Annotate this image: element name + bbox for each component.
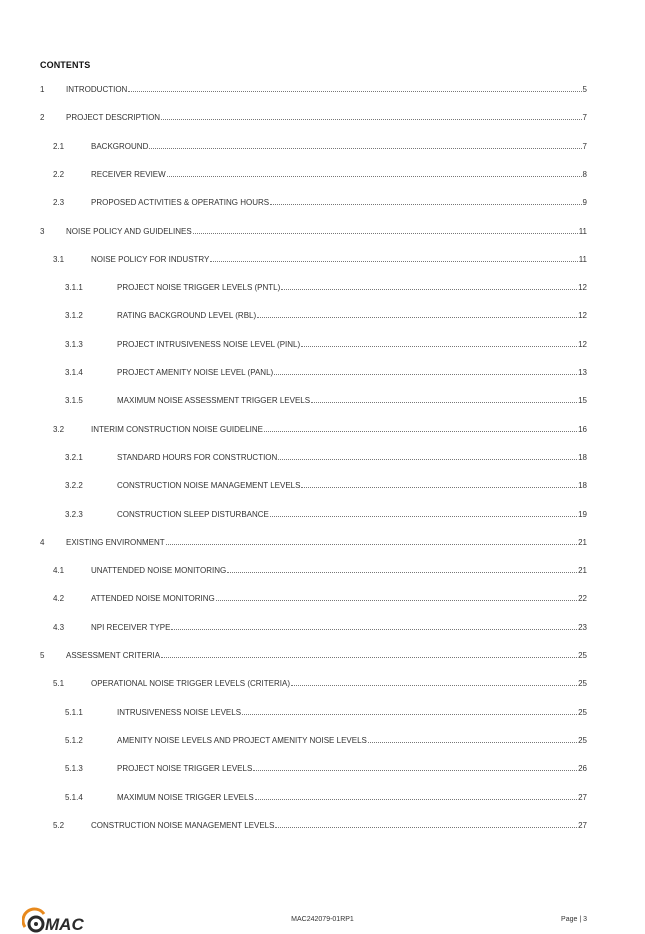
dot-leader <box>167 175 582 177</box>
toc-entry-number: 2.1 <box>53 141 65 151</box>
toc-entry-title: PROJECT AMENITY NOISE LEVEL (PANL) <box>117 368 274 377</box>
toc-entry-title: OPERATIONAL NOISE TRIGGER LEVELS (CRITERIA) <box>91 679 291 689</box>
toc-entry-number: 2 <box>40 113 45 123</box>
toc-entry[interactable] <box>0 167 645 179</box>
toc-entry-number: 3.1.2 <box>65 311 83 321</box>
toc-entry-title: AMENITY NOISE LEVELS AND PROJECT AMENITY NOISE LEVELS <box>117 735 367 745</box>
toc-entry-title: PROJECT NOISE TRIGGER LEVELS <box>117 764 253 774</box>
toc-entry-page: 5 <box>582 85 587 94</box>
dot-leader <box>161 656 577 658</box>
toc-entry-number: 4 <box>40 537 45 547</box>
toc-entry-title: MAXIMUM NOISE TRIGGER LEVELS <box>117 792 254 802</box>
toc-entry-number: 3.1.3 <box>65 339 83 349</box>
dot-leader <box>270 515 577 517</box>
toc-entry-title: INTERIM CONSTRUCTION NOISE GUIDELINE <box>91 424 264 434</box>
toc-entry-page: 22 <box>578 594 587 604</box>
toc-entry-title: UNATTENDED NOISE MONITORING <box>91 566 227 576</box>
toc-entry-number: 3.2.2 <box>65 481 83 491</box>
toc-entry-title: ASSESSMENT CRITERIA <box>66 651 161 660</box>
toc-entry-number: 3.1.1 <box>65 283 83 293</box>
toc-entry-page: 7 <box>582 113 587 123</box>
toc-entry[interactable] <box>0 195 645 207</box>
toc-entry-page: 18 <box>578 481 587 491</box>
toc-entry-title: BACKGROUND <box>91 141 149 151</box>
toc-entry[interactable] <box>0 422 645 434</box>
toc-entry-title: PROJECT NOISE TRIGGER LEVELS (PNTL) <box>117 283 281 293</box>
dot-leader <box>255 798 577 800</box>
toc-entry-title: PROJECT INTRUSIVENESS NOISE LEVEL (PINL) <box>117 339 301 349</box>
toc-entry-title: STANDARD HOURS FOR CONSTRUCTION <box>117 452 278 462</box>
dot-leader <box>193 232 578 234</box>
toc-entry-page: 23 <box>578 622 587 632</box>
toc-entry[interactable] <box>0 224 645 236</box>
toc-entry-title: INTRUSIVENESS NOISE LEVELS <box>117 707 242 717</box>
dot-leader <box>227 571 577 573</box>
toc-entry-number: 3.2 <box>53 424 65 434</box>
toc-entry-number: 5.1.3 <box>65 764 83 774</box>
toc-entry-title: MAXIMUM NOISE ASSESSMENT TRIGGER LEVELS <box>117 396 311 406</box>
toc-entry-title: PROPOSED ACTIVITIES & OPERATING HOURS <box>91 198 270 208</box>
toc-entry-number: 2.2 <box>53 169 65 179</box>
toc-entry-title: EXISTING ENVIRONMENT <box>66 537 165 547</box>
dot-leader <box>128 90 581 92</box>
toc-entry-page: 11 <box>578 254 587 264</box>
toc-entry-title: CONSTRUCTION NOISE MANAGEMENT LEVELS <box>117 481 301 491</box>
dot-leader <box>210 260 577 262</box>
toc-entry-page: 25 <box>578 651 587 660</box>
toc-entry-number: 3.1 <box>53 254 65 264</box>
toc-entry[interactable] <box>0 393 645 405</box>
toc-entry[interactable] <box>0 308 645 320</box>
dot-leader <box>270 203 581 205</box>
toc-entry[interactable] <box>0 478 645 490</box>
toc-entry[interactable] <box>0 676 645 688</box>
toc-entry-number: 5.1.1 <box>65 707 83 717</box>
dot-leader <box>274 373 577 375</box>
toc-entry-page: 9 <box>582 198 587 208</box>
toc-entry-page: 27 <box>578 792 587 802</box>
dot-leader <box>161 118 581 120</box>
dot-leader <box>149 147 581 149</box>
toc-entry-number: 5 <box>40 651 45 660</box>
toc-entry-title: INTRODUCTION <box>66 85 128 94</box>
toc-entry-number: 4.2 <box>53 594 65 604</box>
toc-entry-title: NOISE POLICY FOR INDUSTRY <box>91 254 210 264</box>
toc-entry[interactable] <box>0 705 645 717</box>
toc-entry-page: 13 <box>578 368 587 377</box>
toc-entry[interactable] <box>0 790 645 802</box>
toc-entry-number: 2.3 <box>53 198 65 208</box>
toc-entry-title: RATING BACKGROUND LEVEL (RBL) <box>117 311 257 321</box>
toc-entry-page: 21 <box>578 537 587 547</box>
toc-entry[interactable] <box>0 818 645 830</box>
toc-entry-title: NOISE POLICY AND GUIDELINES <box>66 226 192 236</box>
toc-entry-number: 4.1 <box>53 566 65 576</box>
dot-leader <box>242 713 577 715</box>
toc-entry-number: 1 <box>40 85 45 94</box>
toc-entry-number: 5.2 <box>53 820 65 830</box>
dot-leader <box>257 316 577 318</box>
toc-entry-number: 5.1.4 <box>65 792 83 802</box>
toc-entry-number: 3 <box>40 226 45 236</box>
toc-entry-page: 26 <box>578 764 587 774</box>
toc-entry-number: 3.2.3 <box>65 509 83 519</box>
contents-heading: CONTENTS <box>40 60 91 70</box>
toc-entry-title: PROJECT DESCRIPTION <box>66 113 161 123</box>
toc-entry[interactable] <box>0 648 645 660</box>
toc-entry[interactable] <box>0 110 645 122</box>
dot-leader <box>311 401 577 403</box>
toc-entry-page: 8 <box>582 169 587 179</box>
logo-text: MAC <box>45 915 84 934</box>
dot-leader <box>264 430 577 432</box>
dot-leader <box>301 486 577 488</box>
toc-entry[interactable] <box>0 82 645 94</box>
toc-entry[interactable] <box>0 252 645 264</box>
toc-entry[interactable] <box>0 139 645 151</box>
toc-entry[interactable] <box>0 591 645 603</box>
toc-entry-page: 21 <box>578 566 587 576</box>
toc-entry[interactable] <box>0 507 645 519</box>
toc-entry-number: 5.1 <box>53 679 65 689</box>
toc-entry-number: 5.1.2 <box>65 735 83 745</box>
toc-entry-page: 19 <box>578 509 587 519</box>
toc-entry-number: 3.1.4 <box>65 368 83 377</box>
toc-entry-title: RECEIVER REVIEW <box>91 169 166 179</box>
dot-leader <box>275 826 577 828</box>
toc-entry-page: 12 <box>578 283 587 293</box>
dot-leader <box>171 628 577 630</box>
toc-entry-page: 25 <box>578 735 587 745</box>
dot-leader <box>216 599 577 601</box>
toc-entry-title: ATTENDED NOISE MONITORING <box>91 594 215 604</box>
toc-entry[interactable] <box>0 365 645 377</box>
dot-leader <box>166 543 577 545</box>
document-id: MAC242079-01RP1 <box>291 916 354 923</box>
toc-entry[interactable] <box>0 620 645 632</box>
toc-entry[interactable] <box>0 535 645 547</box>
dot-leader <box>368 741 577 743</box>
toc-entry[interactable] <box>0 450 645 462</box>
toc-entry[interactable] <box>0 337 645 349</box>
toc-entry-number: 4.3 <box>53 622 65 632</box>
page-number: Page | 3 <box>561 916 587 923</box>
dot-leader <box>301 345 577 347</box>
dot-leader <box>253 769 577 771</box>
toc-entry[interactable] <box>0 761 645 773</box>
dot-leader <box>291 684 577 686</box>
toc-entry-number: 3.2.1 <box>65 452 83 462</box>
toc-entry-title: CONSTRUCTION NOISE MANAGEMENT LEVELS <box>91 820 275 830</box>
toc-entry-page: 16 <box>578 424 587 434</box>
toc-entry-page: 12 <box>578 339 587 349</box>
toc-entry-title: CONSTRUCTION SLEEP DISTURBANCE <box>117 509 269 519</box>
toc-entry-page: 25 <box>578 707 587 717</box>
toc-entry-page: 25 <box>578 679 587 689</box>
dot-leader <box>281 288 577 290</box>
toc-entry-page: 7 <box>582 141 587 151</box>
toc-entry-page: 15 <box>578 396 587 406</box>
toc-entry-page: 11 <box>578 226 587 236</box>
toc-entry[interactable] <box>0 280 645 292</box>
toc-entry-page: 12 <box>578 311 587 321</box>
dot-leader <box>278 458 577 460</box>
toc-entry-number: 3.1.5 <box>65 396 83 406</box>
toc-entry[interactable] <box>0 563 645 575</box>
toc-entry-title: NPI RECEIVER TYPE <box>91 622 171 632</box>
toc-entry-page: 27 <box>578 820 587 830</box>
toc-entry[interactable] <box>0 733 645 745</box>
toc-entry-page: 18 <box>578 452 587 462</box>
